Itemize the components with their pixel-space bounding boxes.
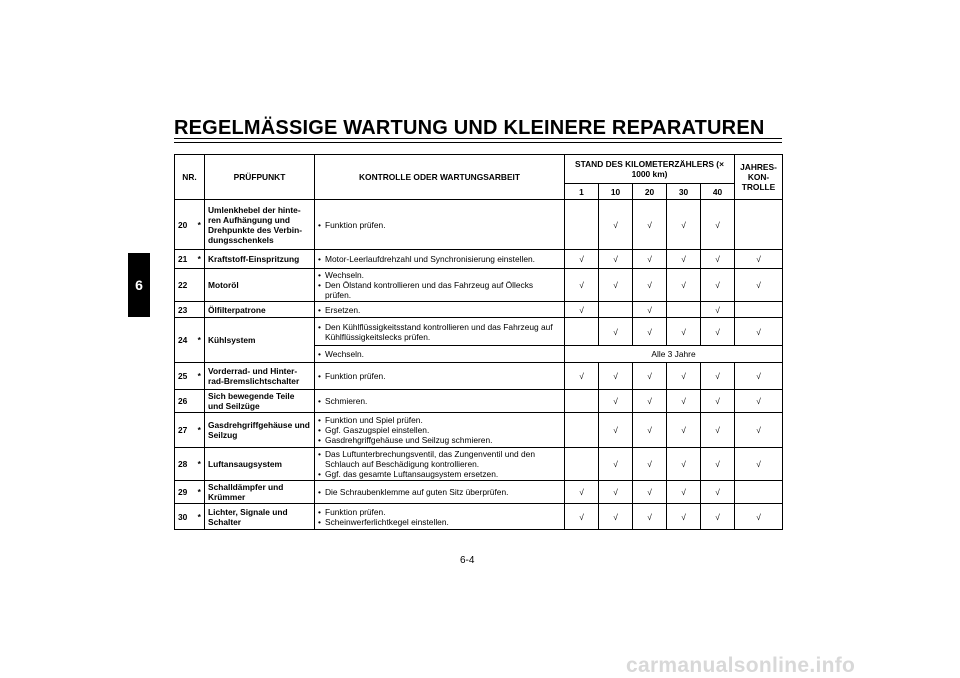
row-number: 29: [175, 481, 195, 504]
check-cell: [667, 302, 701, 318]
check-cell: √: [735, 390, 783, 413]
maintenance-table: [174, 154, 783, 530]
table-row: [175, 448, 783, 481]
check-cell: [735, 200, 783, 250]
check-cell: √: [599, 318, 633, 346]
row-item: Lichter, Signale und Schalter: [205, 504, 315, 530]
table-row: [175, 504, 783, 530]
work-item: • Ersetzen.: [318, 305, 561, 315]
row-work: [315, 250, 565, 269]
header-km-20: 20: [633, 184, 667, 200]
row-number: 25: [175, 363, 195, 390]
header-km-10: 10: [599, 184, 633, 200]
row-work: [315, 363, 565, 390]
row-star-marker: [195, 302, 205, 318]
row-work: [315, 200, 565, 250]
check-cell: √: [667, 269, 701, 302]
row-star-marker: *: [195, 318, 205, 363]
work-list: [318, 415, 561, 445]
work-item: • Funktion prüfen.: [318, 220, 561, 230]
row-star-marker: *: [195, 448, 205, 481]
check-cell: √: [701, 318, 735, 346]
check-cell: √: [599, 448, 633, 481]
check-cell: √: [633, 302, 667, 318]
check-cell: √: [599, 363, 633, 390]
check-cell: √: [735, 250, 783, 269]
page-number: 6-4: [460, 555, 475, 566]
work-item: • Gasdrehgriffgehäuse und Seilzug schmieren.: [318, 435, 561, 445]
row-item: Kühlsystem: [205, 318, 315, 363]
check-cell: √: [633, 318, 667, 346]
work-list: [318, 220, 561, 230]
work-item: • Das Luftunterbrechungsventil, das Zungenventil und den Schlauch auf Beschädigung kontrollieren.: [318, 449, 561, 469]
row-star-marker: *: [195, 481, 205, 504]
check-cell: √: [667, 448, 701, 481]
work-item: • Funktion prüfen.: [318, 371, 561, 381]
check-cell: √: [701, 448, 735, 481]
row-star-marker: *: [195, 200, 205, 250]
check-cell: √: [565, 269, 599, 302]
check-cell: √: [599, 504, 633, 530]
check-cell: √: [667, 363, 701, 390]
check-cell: √: [633, 390, 667, 413]
work-list: [318, 270, 561, 300]
check-cell: √: [633, 413, 667, 448]
check-cell: √: [565, 363, 599, 390]
watermark-logo: carmanualsonline.info: [626, 654, 856, 677]
row-work: [315, 269, 565, 302]
table-row: [175, 200, 783, 250]
row-work: [315, 346, 565, 363]
table-row: [175, 390, 783, 413]
row-work: [315, 390, 565, 413]
header-km-40: 40: [701, 184, 735, 200]
row-work: [315, 302, 565, 318]
check-cell: [565, 413, 599, 448]
check-cell: √: [599, 413, 633, 448]
work-item: • Ggf. das gesamte Luftansaugsystem ersetzen.: [318, 469, 561, 479]
header-annual: JAHRES-KON-TROLLE: [735, 155, 783, 200]
row-work: [315, 448, 565, 481]
title-rule-bottom: [174, 142, 782, 143]
check-cell: √: [667, 481, 701, 504]
work-item: • Ggf. Gaszugspiel einstellen.: [318, 425, 561, 435]
row-item: Luftansaugsystem: [205, 448, 315, 481]
table-row: [175, 363, 783, 390]
table-row: [175, 302, 783, 318]
row-number: 27: [175, 413, 195, 448]
check-cell: √: [667, 200, 701, 250]
work-list: [318, 449, 561, 479]
check-cell: √: [667, 318, 701, 346]
check-cell: √: [633, 250, 667, 269]
row-number: 24: [175, 318, 195, 363]
check-cell: √: [633, 200, 667, 250]
check-cell: √: [667, 250, 701, 269]
check-cell: √: [633, 269, 667, 302]
check-cell: √: [701, 481, 735, 504]
chapter-tab: 6: [128, 253, 150, 317]
work-list: [318, 254, 561, 264]
check-cell: √: [735, 413, 783, 448]
check-cell: [565, 448, 599, 481]
table-row: [175, 481, 783, 504]
row-item: Ölfilterpatrone: [205, 302, 315, 318]
check-cell: [565, 318, 599, 346]
check-cell: √: [701, 504, 735, 530]
check-cell: √: [599, 250, 633, 269]
check-cell: √: [667, 413, 701, 448]
check-cell: √: [701, 390, 735, 413]
check-cell: √: [633, 363, 667, 390]
check-cell: √: [735, 363, 783, 390]
check-cell: [735, 302, 783, 318]
work-item: • Wechseln.: [318, 349, 561, 359]
title-rule-top: [174, 138, 782, 139]
row-item: Schalldämpfer und Krümmer: [205, 481, 315, 504]
row-work: [315, 504, 565, 530]
row-star-marker: *: [195, 504, 205, 530]
row-number: 21: [175, 250, 195, 269]
work-list: [318, 396, 561, 406]
check-cell: √: [735, 448, 783, 481]
work-list: [318, 305, 561, 315]
row-star-marker: *: [195, 363, 205, 390]
check-cell: √: [565, 504, 599, 530]
check-cell: √: [565, 250, 599, 269]
check-cell: √: [701, 363, 735, 390]
work-item: • Motor-Leerlaufdrehzahl und Synchronisierung einstellen.: [318, 254, 561, 264]
check-cell: √: [701, 269, 735, 302]
check-cell: [565, 200, 599, 250]
check-cell: √: [599, 481, 633, 504]
header-odometer: STAND DES KILOMETERZÄHLERS (× 1000 km): [565, 155, 735, 184]
work-item: • Funktion prüfen.: [318, 507, 561, 517]
interval-note: Alle 3 Jahre: [565, 346, 783, 363]
check-cell: √: [735, 269, 783, 302]
check-cell: √: [735, 504, 783, 530]
row-item: Gasdrehgriffgehäuse und Seilzug: [205, 413, 315, 448]
work-item: • Schmieren.: [318, 396, 561, 406]
header-item: PRÜFPUNKT: [205, 155, 315, 200]
table-row: [175, 413, 783, 448]
row-item: Motoröl: [205, 269, 315, 302]
check-cell: √: [667, 504, 701, 530]
check-cell: √: [735, 318, 783, 346]
check-cell: √: [633, 448, 667, 481]
header-nr: NR.: [175, 155, 205, 200]
row-item: Vorderrad- und Hinter-rad-Bremslichtschalter: [205, 363, 315, 390]
work-list: [318, 349, 561, 359]
row-number: 26: [175, 390, 195, 413]
check-cell: √: [701, 413, 735, 448]
work-item: • Scheinwerferlichtkegel einstellen.: [318, 517, 561, 527]
check-cell: √: [565, 302, 599, 318]
check-cell: [565, 390, 599, 413]
table-row: [175, 318, 783, 346]
row-item: Umlenkhebel der hinte-ren Aufhängung und Drehpunkte des Verbin-dungsschenkels: [205, 200, 315, 250]
header-work: KONTROLLE ODER WARTUNGSARBEIT: [315, 155, 565, 200]
table-row: [175, 250, 783, 269]
work-list: [318, 507, 561, 527]
header-km-1: 1: [565, 184, 599, 200]
row-number: 22: [175, 269, 195, 302]
row-star-marker: *: [195, 250, 205, 269]
table-row: [175, 269, 783, 302]
check-cell: √: [701, 302, 735, 318]
work-item: • Die Schraubenklemme auf guten Sitz überprüfen.: [318, 487, 561, 497]
check-cell: √: [633, 481, 667, 504]
work-list: [318, 371, 561, 381]
row-star-marker: *: [195, 413, 205, 448]
row-item: Sich bewegende Teile und Seilzüge: [205, 390, 315, 413]
work-item: • Den Ölstand kontrollieren und das Fahrzeug auf Öllecks prüfen.: [318, 280, 561, 300]
check-cell: √: [633, 504, 667, 530]
header-km-30: 30: [667, 184, 701, 200]
check-cell: √: [701, 250, 735, 269]
row-work: [315, 481, 565, 504]
row-star-marker: [195, 390, 205, 413]
check-cell: √: [701, 200, 735, 250]
work-item: • Wechseln.: [318, 270, 561, 280]
row-star-marker: [195, 269, 205, 302]
row-work: [315, 413, 565, 448]
work-item: • Den Kühlflüssigkeitsstand kontrollieren und das Fahrzeug auf Kühlflüssigkeitslecks prüfen.: [318, 322, 561, 342]
check-cell: [599, 302, 633, 318]
work-item: • Funktion und Spiel prüfen.: [318, 415, 561, 425]
work-list: [318, 487, 561, 497]
row-item: Kraftstoff-Einspritzung: [205, 250, 315, 269]
check-cell: √: [599, 390, 633, 413]
check-cell: √: [599, 269, 633, 302]
row-number: 23: [175, 302, 195, 318]
row-number: 28: [175, 448, 195, 481]
check-cell: √: [667, 390, 701, 413]
page-title: REGELMÄSSIGE WARTUNG UND KLEINERE REPARATUREN: [174, 117, 765, 139]
row-work: [315, 318, 565, 346]
row-number: 20: [175, 200, 195, 250]
row-number: 30: [175, 504, 195, 530]
check-cell: [735, 481, 783, 504]
work-list: [318, 322, 561, 342]
check-cell: √: [565, 481, 599, 504]
check-cell: √: [599, 200, 633, 250]
